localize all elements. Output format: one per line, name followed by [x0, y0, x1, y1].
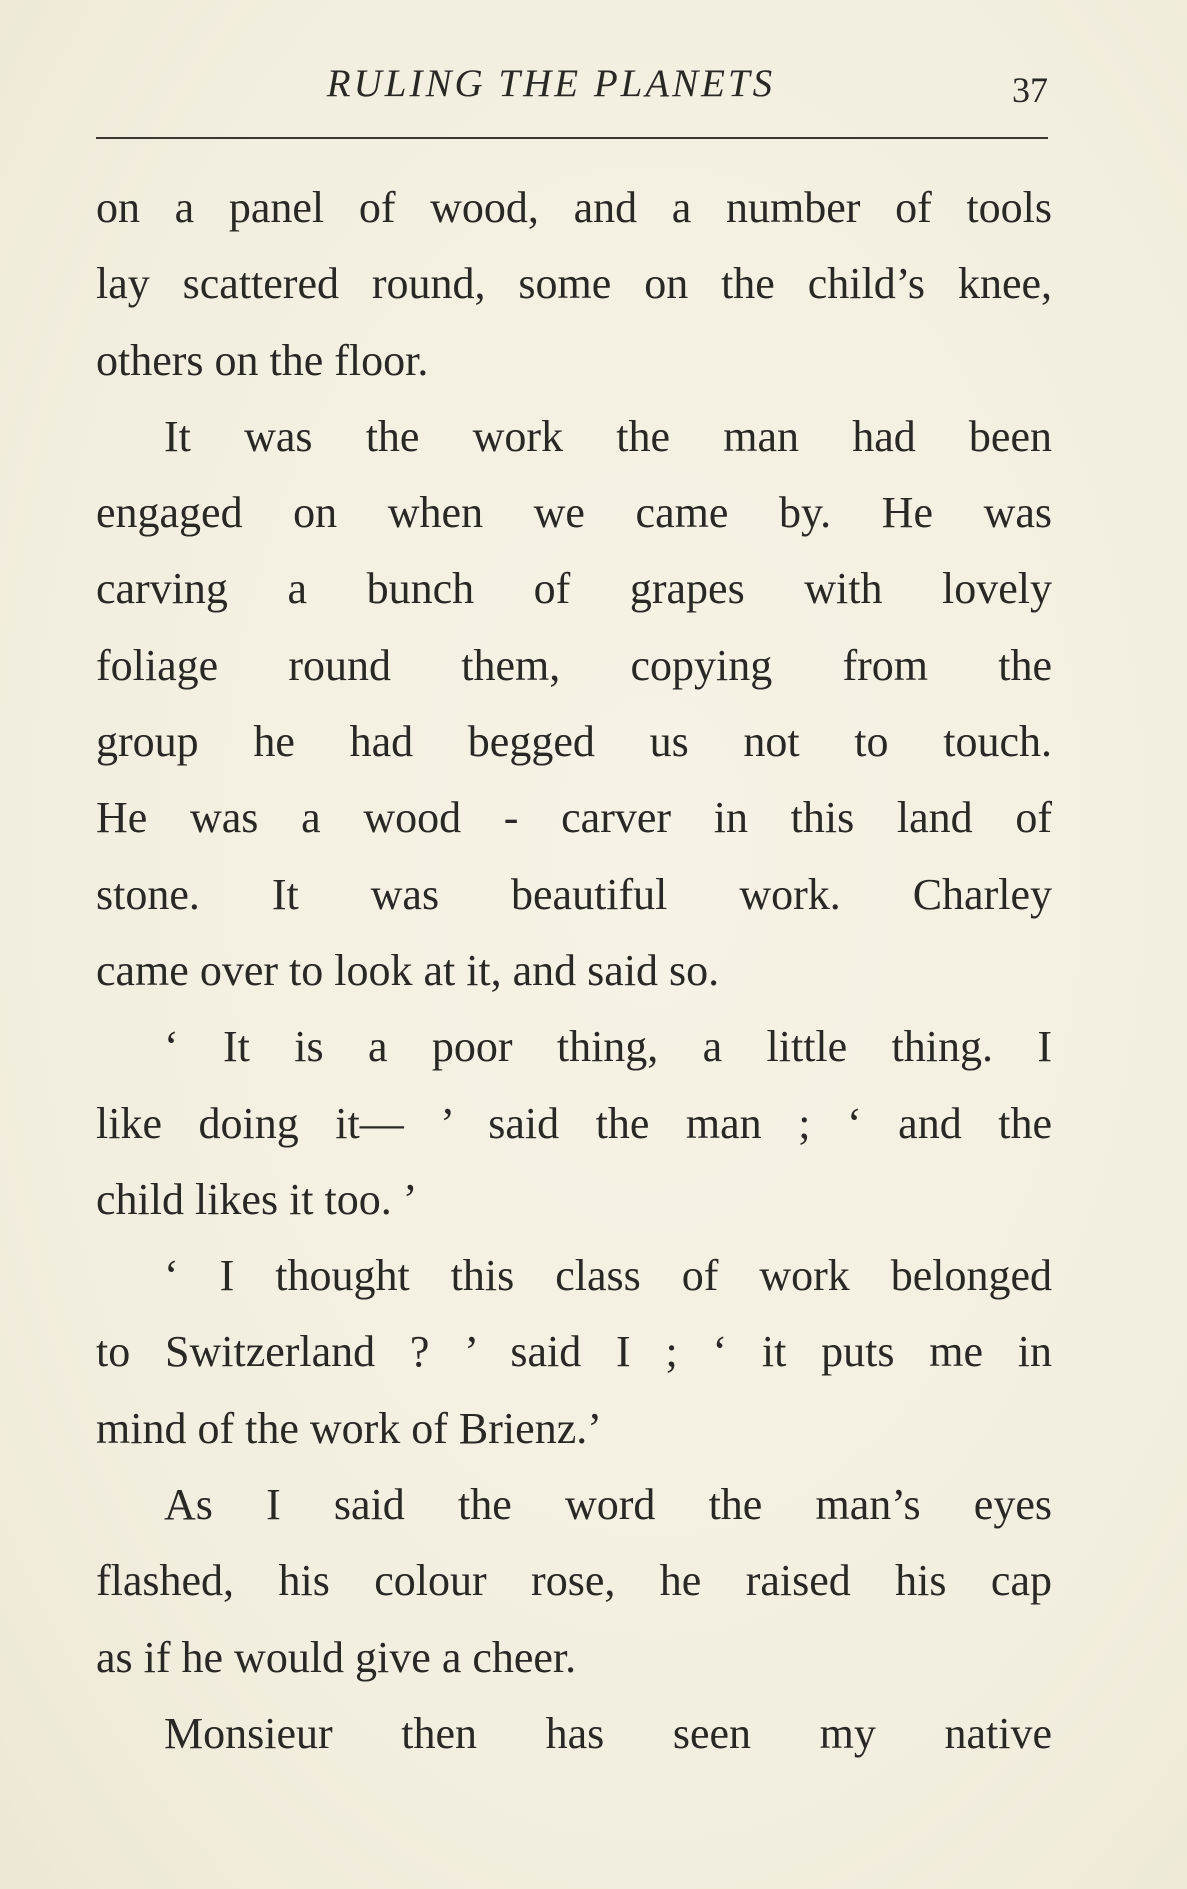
- text-line: like doing it— ’ said the man ; ‘ and the: [96, 1098, 1052, 1148]
- text-line: foliage round them, copying from the: [96, 640, 1052, 690]
- text-line: flashed, his colour rose, he raised his cap: [96, 1556, 1052, 1606]
- header-rule: [96, 137, 1048, 139]
- running-head: [96, 58, 1048, 110]
- text-line: As I said the word the man’s eyes: [164, 1480, 1052, 1530]
- text-line: others on the floor.: [96, 335, 429, 385]
- text-line: stone. It was beautiful work. Charley: [96, 869, 1052, 919]
- text-line: came over to look at it, and said so.: [96, 945, 720, 995]
- text-line: carving a bunch of grapes with lovely: [96, 564, 1052, 614]
- text-line: lay scattered round, some on the child’s knee,: [96, 259, 1052, 309]
- text-line: on a panel of wood, and a number of tools: [96, 183, 1052, 232]
- text-line: ‘ It is a poor thing, a little thing. I: [164, 1022, 1052, 1072]
- text-line: He was a wood - carver in this land of: [96, 793, 1052, 843]
- text-line: group he had begged us not to touch.: [96, 717, 1052, 767]
- body-text: [96, 170, 1052, 1772]
- page-number: 37: [1012, 70, 1048, 110]
- text-line: to Switzerland ? ’ said I ; ‘ it puts me in: [96, 1327, 1052, 1377]
- text-line: Monsieur then has seen my native: [164, 1708, 1052, 1758]
- text-line: child likes it too. ’: [96, 1174, 418, 1224]
- text-line: It was the work the man had been: [164, 411, 1052, 461]
- running-title: RULING THE PLANETS: [326, 62, 776, 105]
- text-line: engaged on when we came by. He was: [96, 488, 1052, 538]
- text-line: as if he would give a cheer.: [96, 1632, 577, 1682]
- text-line: mind of the work of Brienz.’: [96, 1403, 602, 1453]
- text-line: ‘ I thought this class of work belonged: [164, 1251, 1052, 1301]
